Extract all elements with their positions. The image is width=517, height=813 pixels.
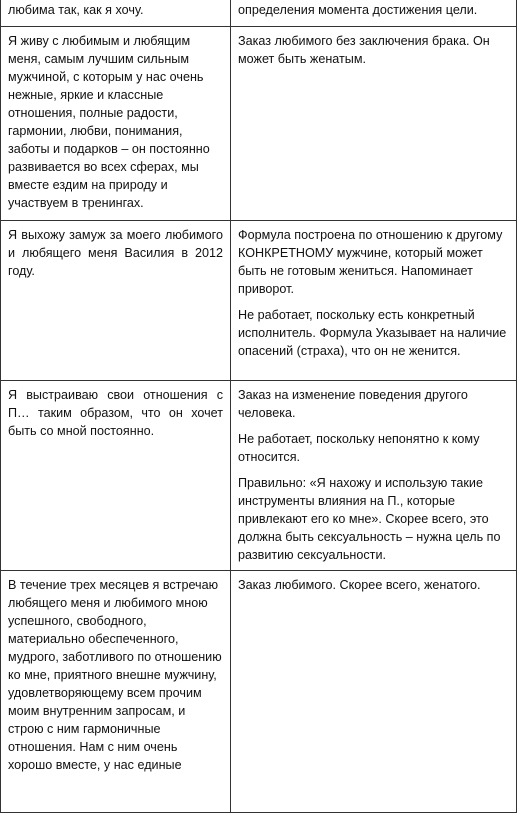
analysis-text: Правильно: «Я нахожу и использую такие инструменты влияния на П., которые привлекают его ко мне». Скорее всего, это должна быть сексуальность – нужна цель по развитию сексуальности.	[238, 476, 501, 562]
goal-formula-cell	[1, 27, 231, 221]
analysis-cell	[231, 571, 517, 813]
goal-formula-cell	[1, 571, 231, 813]
goal-formula-cell	[1, 0, 231, 27]
analysis-text: определения момента достижения цели.	[238, 3, 478, 17]
goal-formula-cell	[1, 381, 231, 571]
analysis-text: Заказ любимого. Скорее всего, женатого.	[238, 578, 481, 592]
table-row	[1, 571, 517, 813]
goal-formula-text: Я выстраиваю свои отношения с П… таким образом, что он хочет быть со мной постоянно.	[8, 388, 223, 438]
goal-formula-text: любима так, как я хочу.	[8, 3, 144, 17]
analysis-cell	[231, 27, 517, 221]
goal-formula-text: В течение трех месяцев я встречаю любящего меня и любимого мною успешного, свободного, материально обеспеченного, мудрого, заботливого по отношению ко мне, приятного внешне мужчину, удовлетворяющему всем прочим моим внутренним запросам, и строю с ним гармоничные отношения. Нам с ним очень хорошо вместе, у нас единые	[8, 578, 222, 772]
table-row	[1, 0, 517, 27]
goal-formula-text: Я живу с любимым и любящим меня, самым лучшим сильным мужчиной, с которым у нас очень нежные, яркие и классные отношения, полные радости, гармонии, любви, понимания, заботы и подарков – он постоянно развивается во всех сферах, мы вместе ездим на природу и участвуем в тренингах.	[8, 34, 210, 210]
goal-formula-cell	[1, 221, 231, 381]
analysis-text: Не работает, поскольку непонятно к кому относится.	[238, 432, 480, 464]
analysis-cell	[231, 381, 517, 571]
table-row	[1, 27, 517, 221]
table-row	[1, 381, 517, 571]
analysis-text: Формула построена по отношению к другому КОНКРЕТНОМУ мужчине, который может быть не готовым жениться. Напоминает приворот.	[238, 228, 503, 296]
table-row	[1, 221, 517, 381]
analysis-text: Заказ на изменение поведения другого человека.	[238, 388, 468, 420]
goal-formula-text: Я выхожу замуж за моего любимого и любящего меня Василия в 2012 году.	[8, 228, 223, 278]
analysis-cell	[231, 0, 517, 27]
analysis-cell	[231, 221, 517, 381]
analysis-text: Не работает, поскольку есть конкретный исполнитель. Формула Указывает на наличие опасений (страха), что он не женится.	[238, 308, 507, 358]
analysis-text: Заказ любимого без заключения брака. Он может быть женатым.	[238, 34, 490, 66]
